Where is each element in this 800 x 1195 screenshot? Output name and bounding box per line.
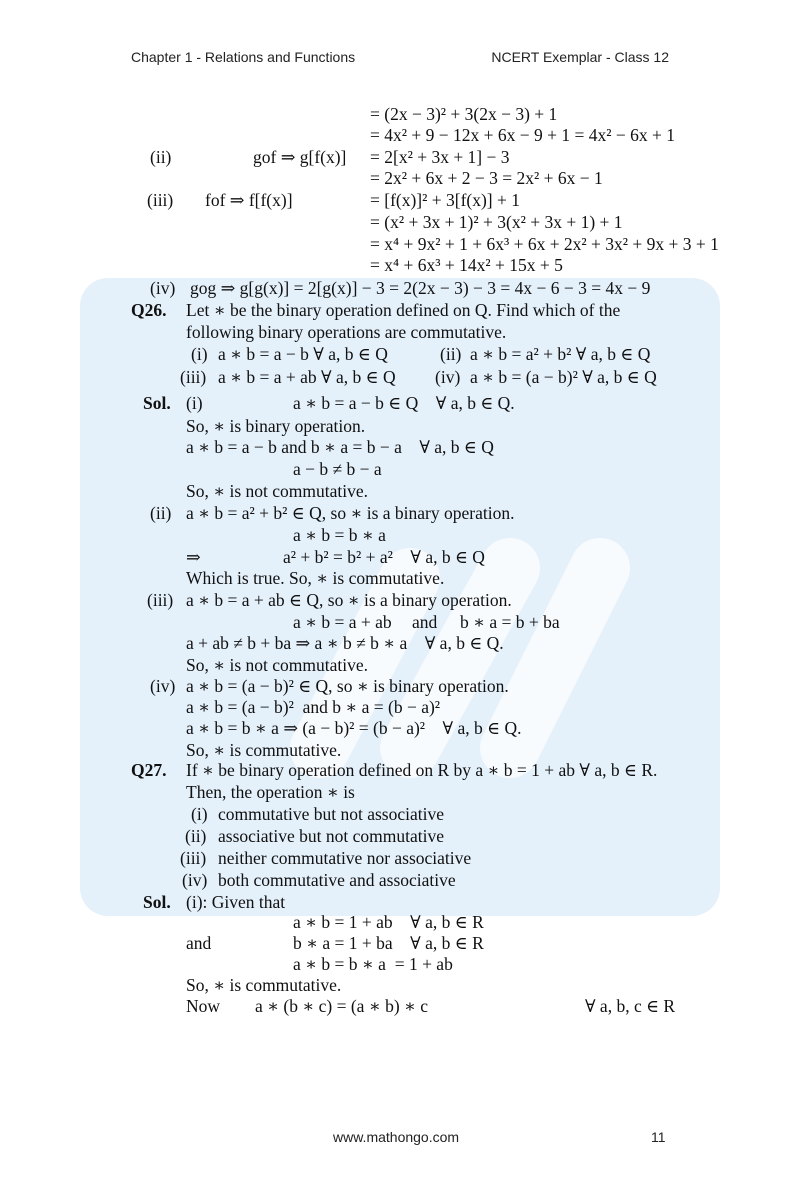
text-line-segment: gof ⇒ g[f(x)]: [253, 147, 347, 167]
text-line-segment: Now: [186, 996, 221, 1016]
text-line-segment: a ∗ b = (a − b)² ∈ Q, so ∗ is binary operation.: [186, 676, 509, 696]
text-line-segment: b ∗ a = b + ba: [460, 612, 560, 632]
text-line-segment: If ∗ be binary operation defined on R by a ∗ b = 1 + ab ∀ a, b ∈ R.: [186, 760, 658, 780]
text-line-segment: So, ∗ is not commutative.: [186, 481, 369, 501]
text-line-segment: So, ∗ is binary operation.: [186, 416, 366, 436]
text-line-segment: ∀ a, b, c ∈ R: [585, 996, 676, 1016]
text-line-segment: a ∗ b = a − b ∀ a, b ∈ Q: [218, 344, 388, 364]
text-line-segment: = (2x − 3)² + 3(2x − 3) + 1: [370, 104, 558, 124]
text-line-segment: = 2[x² + 3x + 1] − 3: [370, 147, 510, 167]
text-line-segment: commutative but not associative: [218, 804, 444, 824]
text-line-segment: a ∗ b = a − b and b ∗ a = b − a ∀ a, b ∈ Q: [186, 437, 494, 457]
text-line-segment: and: [412, 612, 438, 632]
page-number: 11: [651, 1129, 666, 1145]
text-line-segment: (iv): [182, 870, 208, 890]
chapter-header: Chapter 1 - Relations and Functions: [131, 49, 356, 65]
text-line-segment: b ∗ a = 1 + ba ∀ a, b ∈ R: [293, 933, 484, 953]
text-line-segment: (i): [191, 344, 208, 364]
text-line-segment: (ii): [440, 344, 462, 364]
text-line-segment: = 4x² + 9 − 12x + 6x − 9 + 1 = 4x² − 6x + 1: [370, 125, 675, 145]
text-line-segment: = 2x² + 6x + 2 − 3 = 2x² + 6x − 1: [370, 168, 603, 188]
text-line-segment: neither commutative nor associative: [218, 848, 472, 868]
text-line-segment: following binary operations are commutative.: [186, 322, 507, 342]
text-line-segment: = [f(x)]² + 3[f(x)] + 1: [370, 190, 521, 210]
question-label: Sol.: [143, 892, 171, 912]
text-line-segment: associative but not commutative: [218, 826, 444, 846]
text-line-segment: (iv): [150, 676, 176, 696]
text-line-segment: So, ∗ is commutative.: [186, 975, 342, 995]
text-line-segment: (iii): [180, 848, 207, 868]
text-line-segment: (ii): [150, 147, 172, 167]
text-line-segment: a − b ≠ b − a: [293, 459, 382, 479]
text-line-segment: a ∗ b = 1 + ab ∀ a, b ∈ R: [293, 912, 484, 932]
text-line-segment: a ∗ b = a² + b² ∈ Q, so ∗ is a binary operation.: [186, 503, 515, 523]
text-line-segment: (i): [186, 393, 203, 413]
text-line-segment: (iii): [180, 367, 207, 387]
text-line-segment: (iv): [435, 367, 461, 387]
text-line-segment: a + ab ≠ b + ba ⇒ a ∗ b ≠ b ∗ a ∀ a, b ∈ Q.: [186, 633, 504, 653]
text-line-segment: and: [186, 933, 212, 953]
text-line-segment: a ∗ (b ∗ c) = (a ∗ b) ∗ c: [255, 996, 429, 1016]
text-line-segment: a ∗ b = a + ab ∀ a, b ∈ Q: [218, 367, 396, 387]
text-line-segment: ⇒: [186, 547, 201, 567]
text-line-segment: gog ⇒ g[g(x)] = 2[g(x)] − 3 = 2(2x − 3) − 3 = 4x − 6 − 3 = 4x − 9: [190, 278, 651, 298]
text-line-segment: a ∗ b = b ∗ a ⇒ (a − b)² = (b − a)² ∀ a, b ∈ Q.: [186, 718, 522, 738]
text-line-segment: a ∗ b = b ∗ a = 1 + ab: [293, 954, 453, 974]
text-line-segment: (ii): [150, 503, 172, 523]
question-label: Q27.: [131, 760, 167, 780]
footer-website: www.mathongo.com: [333, 1129, 460, 1145]
text-line-segment: a ∗ b = a + ab: [293, 612, 392, 632]
text-line-segment: a ∗ b = (a − b)² and b ∗ a = (b − a)²: [186, 697, 441, 717]
text-line-segment: Which is true. So, ∗ is commutative.: [186, 568, 445, 588]
text-line-segment: (i): [191, 804, 208, 824]
text-line-segment: a ∗ b = a + ab ∈ Q, so ∗ is a binary operation.: [186, 590, 512, 610]
text-line-segment: a² + b² = b² + a² ∀ a, b ∈ Q: [283, 547, 485, 567]
question-label: Q26.: [131, 300, 167, 320]
text-line-segment: So, ∗ is not commutative.: [186, 655, 369, 675]
text-line-segment: Then, the operation ∗ is: [186, 782, 355, 802]
book-header: NCERT Exemplar - Class 12: [491, 49, 669, 65]
text-line-segment: fof ⇒ f[f(x)]: [205, 190, 293, 210]
text-line-segment: a ∗ b = b ∗ a: [293, 525, 386, 545]
text-line-segment: (iii): [147, 590, 174, 610]
text-line-segment: = (x² + 3x + 1)² + 3(x² + 3x + 1) + 1: [370, 212, 623, 232]
text-line-segment: a ∗ b = a − b ∈ Q ∀ a, b ∈ Q.: [293, 393, 515, 413]
text-line-segment: (iii): [147, 190, 174, 210]
text-line-segment: = x⁴ + 6x³ + 14x² + 15x + 5: [370, 255, 563, 275]
text-line-segment: (iv): [150, 278, 176, 298]
text-line-segment: (i): Given that: [186, 892, 286, 912]
text-line-segment: (ii): [185, 826, 207, 846]
text-line-segment: a ∗ b = a² + b² ∀ a, b ∈ Q: [470, 344, 651, 364]
question-label: Sol.: [143, 393, 171, 413]
text-line-segment: both commutative and associative: [218, 870, 456, 890]
text-line-segment: a ∗ b = (a − b)² ∀ a, b ∈ Q: [470, 367, 657, 387]
text-line-segment: = x⁴ + 9x² + 1 + 6x³ + 6x + 2x² + 3x² + 9x + 3 + 1: [370, 234, 719, 254]
text-line-segment: Let ∗ be the binary operation defined on Q. Find which of the: [186, 300, 621, 320]
text-line-segment: So, ∗ is commutative.: [186, 740, 342, 760]
